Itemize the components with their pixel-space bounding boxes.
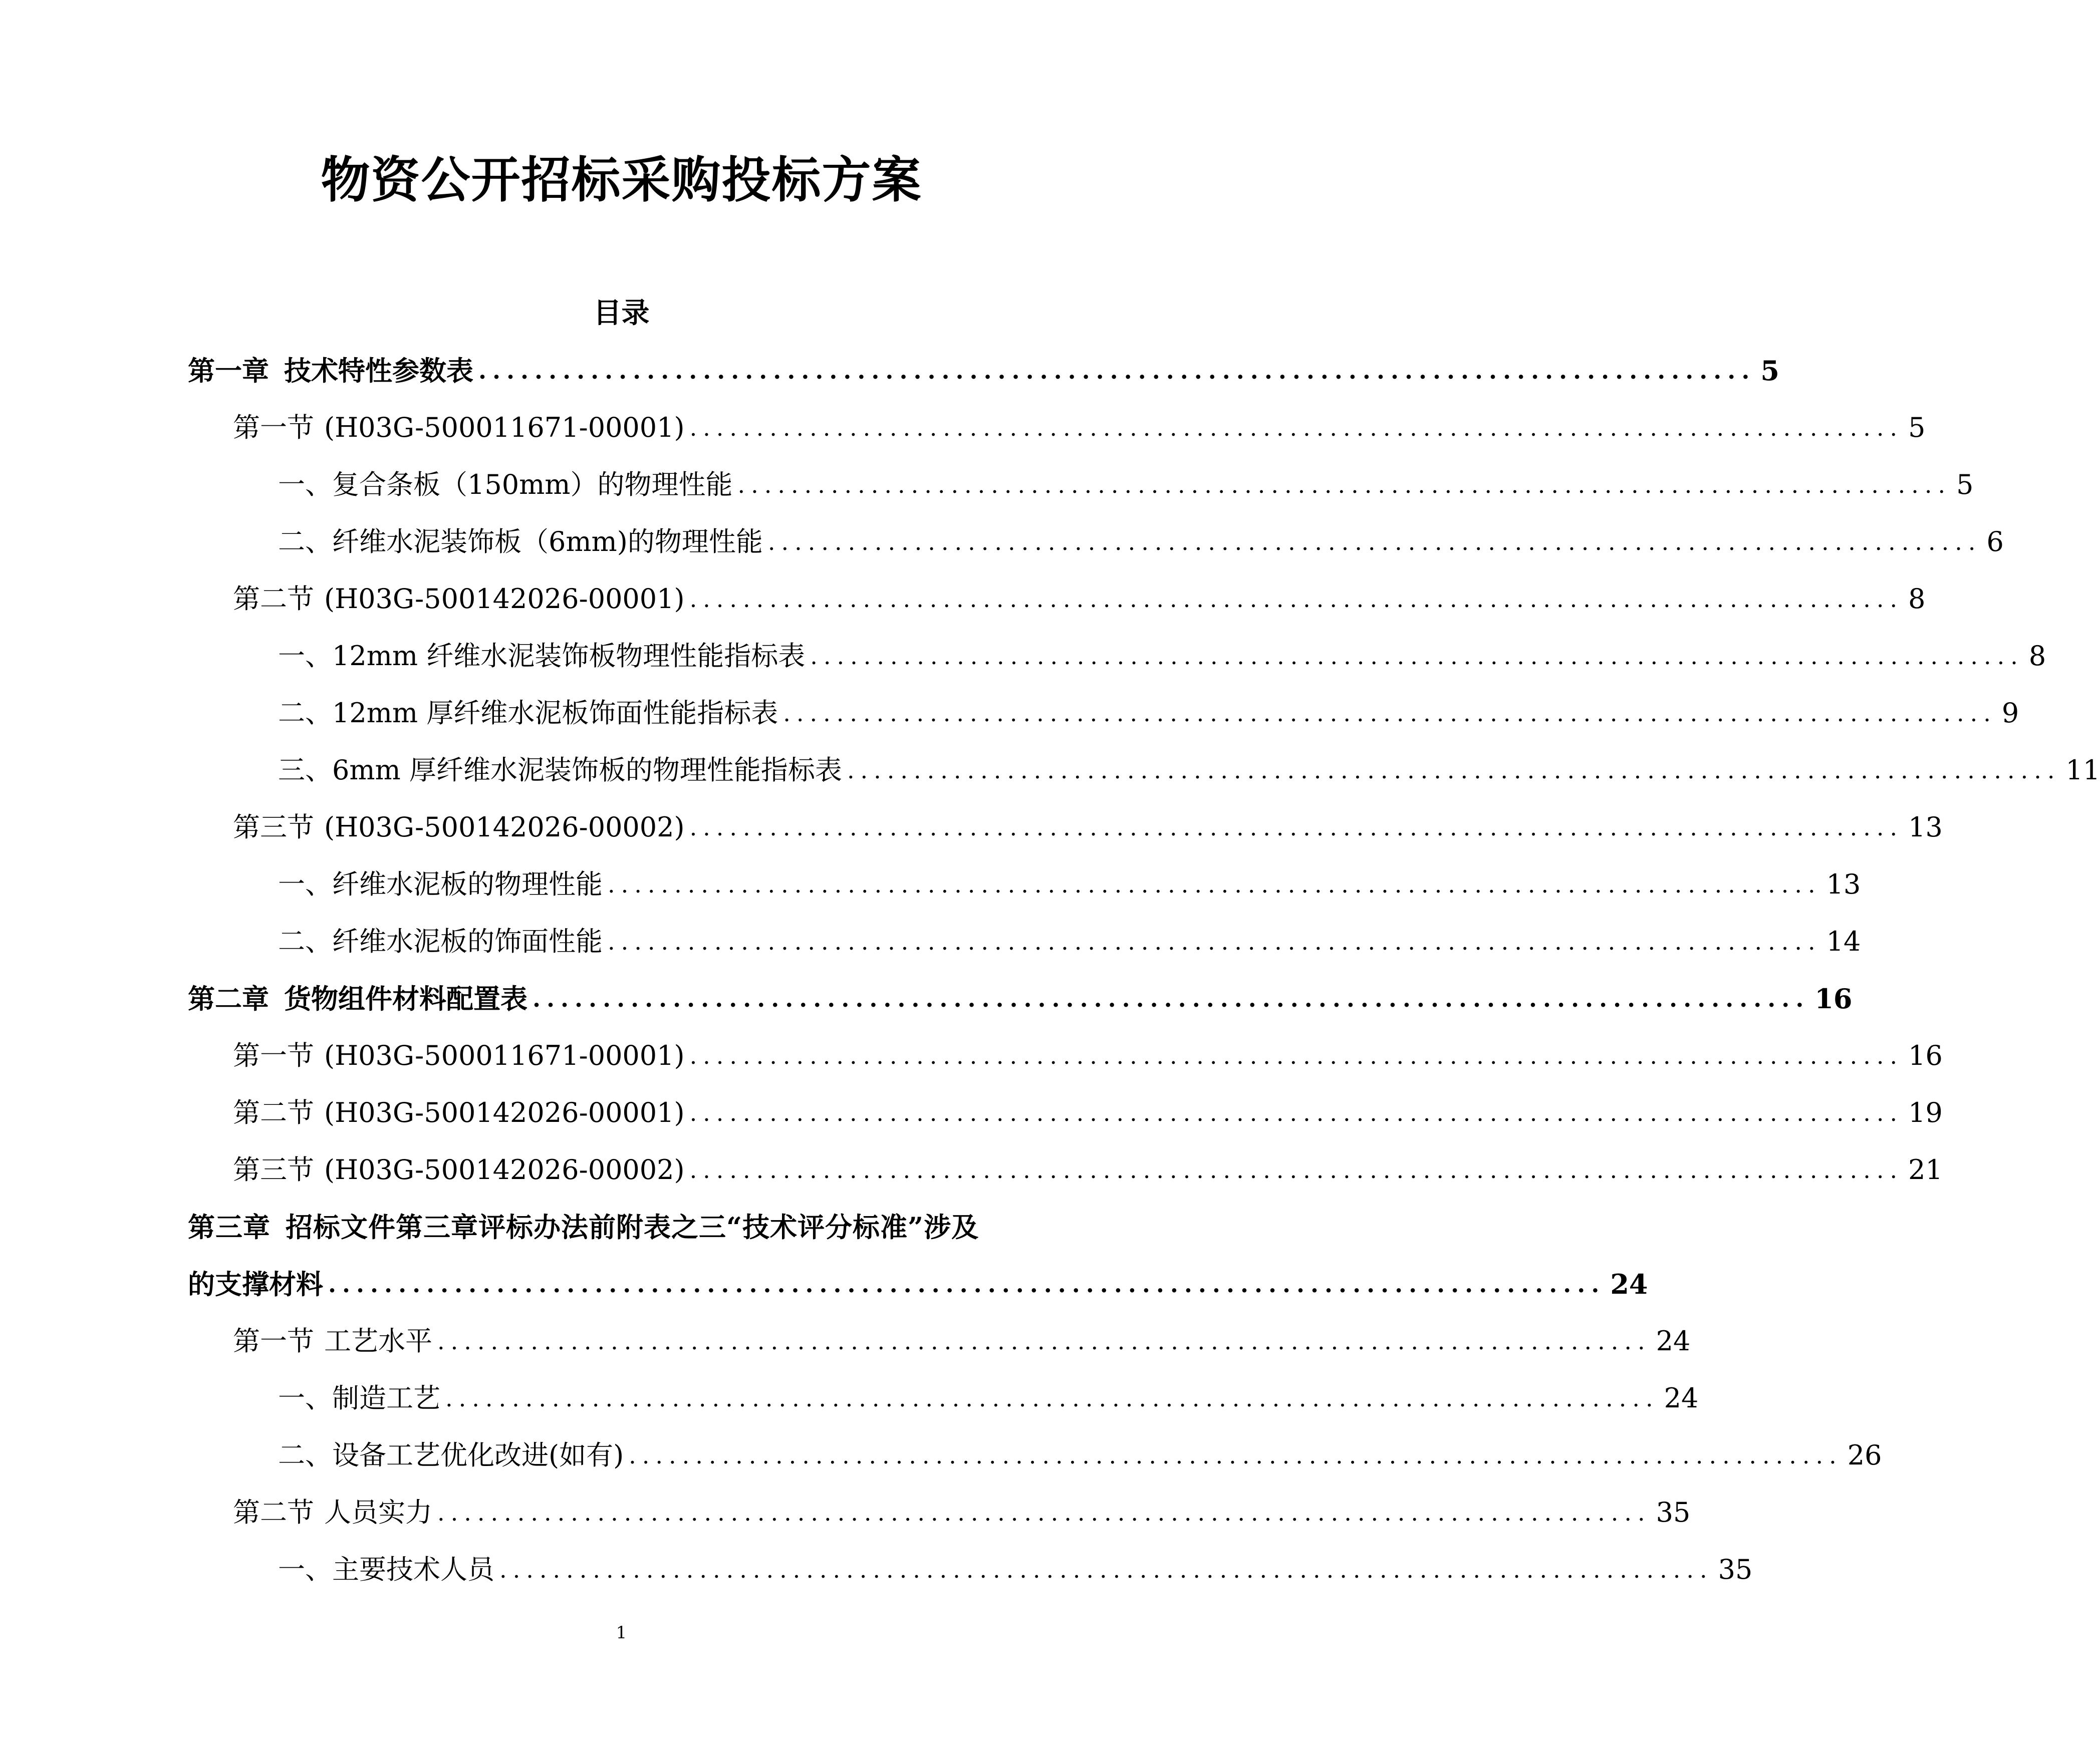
toc-label: 的支撑材料: [188, 1268, 323, 1300]
toc-entry-chapter-1[interactable]: [188, 351, 1779, 391]
toc-label: 技术特性参数表: [284, 355, 473, 387]
toc-number: 三、: [278, 754, 332, 786]
toc-label: (H03G-500011671-00001): [324, 1040, 685, 1071]
toc-number: 第二节: [233, 583, 314, 615]
toc-number: 第二节: [233, 1097, 314, 1128]
toc-leader: ...........................................................................................: [499, 1556, 1713, 1583]
toc-label: (H03G-500011671-00001): [324, 412, 685, 443]
toc-number: 二、: [278, 1439, 332, 1471]
page-number: 1: [616, 1623, 627, 1643]
toc-number: 一、: [278, 640, 332, 672]
toc-page-number: 11: [2065, 754, 2100, 786]
toc-number: 第二节: [233, 1497, 314, 1528]
document-title: 物资公开招标采购投标方案: [321, 151, 922, 209]
toc-label: 纤维水泥板的物理性能: [332, 868, 603, 900]
toc-leader: ...........................................................................................: [328, 1271, 1606, 1298]
toc-entry-section[interactable]: [188, 1093, 1943, 1133]
toc-page-number: 5: [1956, 469, 1974, 500]
toc-number: 第一节: [233, 1040, 314, 1071]
toc-leader: ...........................................................................................: [689, 1099, 1904, 1126]
toc-number: 第二章: [188, 983, 269, 1015]
toc-label: (H03G-500142026-00002): [324, 1154, 685, 1186]
toc-entry-subsection[interactable]: [188, 750, 2100, 790]
toc-label: 纤维水泥板的饰面性能: [332, 926, 603, 957]
toc-leader: ...........................................................................................: [478, 357, 1756, 384]
toc-entry-chapter-2[interactable]: [188, 979, 1853, 1019]
toc-number: 二、: [278, 926, 332, 957]
toc-leader: ...........................................................................................: [689, 814, 1904, 841]
toc-label: (H03G-500142026-00002): [324, 811, 685, 843]
toc-leader: ...........................................................................................: [608, 871, 1821, 898]
toc-page-number: 35: [1656, 1497, 1691, 1528]
toc-number: 第一章: [188, 355, 269, 387]
toc-label: 12mm 厚纤维水泥板饰面性能指标表: [332, 697, 778, 729]
toc-label: 6mm 厚纤维水泥装饰板的物理性能指标表: [332, 754, 842, 786]
toc-label: 复合条板（150mm）的物理性能: [332, 469, 733, 500]
toc-leader: ...........................................................................................: [689, 585, 1904, 613]
toc-page-number: 13: [1826, 868, 1861, 900]
toc-label: 主要技术人员: [332, 1554, 494, 1585]
toc-page-number: 16: [1908, 1040, 1943, 1071]
toc-label-line-1: 招标文件第三章评标办法前附表之三“技术评分标准”涉及: [286, 1211, 979, 1243]
toc-number: 第三章: [188, 1211, 271, 1243]
toc-entry-section[interactable]: [188, 807, 1943, 847]
toc-page-number: 26: [1847, 1439, 1882, 1471]
toc-leader: ...........................................................................................: [629, 1442, 1843, 1469]
toc-entry-section[interactable]: [188, 1493, 1691, 1533]
toc-leader: ...........................................................................................: [689, 1156, 1904, 1184]
toc-entry-section[interactable]: [188, 408, 1926, 448]
toc-entry-chapter-3-line-2[interactable]: [188, 1264, 1648, 1304]
toc-entry-subsection[interactable]: [188, 922, 1861, 962]
toc-entry-subsection[interactable]: [188, 465, 1974, 505]
toc-label: 货物组件材料配置表: [284, 983, 528, 1015]
toc-number: 二、: [278, 697, 332, 729]
toc-label: 纤维水泥装饰板（6mm)的物理性能: [332, 526, 763, 557]
toc-entry-section[interactable]: [188, 1036, 1943, 1076]
toc-leader: ...........................................................................................: [608, 928, 1821, 955]
toc-leader: ...........................................................................................: [437, 1499, 1651, 1526]
toc-number: 一、: [278, 868, 332, 900]
toc-entry-section[interactable]: [188, 579, 1926, 619]
toc-entry-subsection[interactable]: [188, 1378, 1699, 1418]
toc-leader: ...........................................................................................: [437, 1328, 1651, 1355]
toc-leader: ...........................................................................................: [445, 1385, 1659, 1412]
toc-page-number: 9: [2001, 697, 2019, 729]
toc-page-number: 24: [1664, 1382, 1699, 1414]
toc-page-number: 21: [1908, 1154, 1943, 1186]
toc-leader: ...........................................................................................: [689, 414, 1904, 441]
toc-label: 人员实力: [324, 1497, 432, 1528]
toc-entry-chapter-3-line-1[interactable]: [188, 1207, 1055, 1247]
toc-page-number: 35: [1718, 1554, 1753, 1585]
toc-leader: ...........................................................................................: [783, 700, 1997, 727]
toc-entry-subsection[interactable]: [188, 1550, 1753, 1590]
toc-entry-subsection[interactable]: [188, 693, 2019, 733]
toc-number: 第一节: [233, 1325, 314, 1357]
toc-entry-subsection[interactable]: [188, 1435, 1882, 1476]
toc-label: 设备工艺优化改进(如有): [332, 1439, 624, 1471]
toc-leader: ...........................................................................................: [847, 757, 2061, 784]
toc-number: 第三节: [233, 1154, 314, 1186]
toc-entry-subsection[interactable]: [188, 522, 2004, 562]
toc-entry-section[interactable]: [188, 1150, 1943, 1190]
toc-page-number: 16: [1814, 983, 1853, 1015]
toc-page-number: 14: [1826, 926, 1861, 957]
toc-label: (H03G-500142026-00001): [324, 1097, 685, 1128]
toc-page-number: 6: [1986, 526, 2004, 557]
toc-leader: ...........................................................................................: [533, 985, 1810, 1012]
toc-number: 一、: [278, 469, 332, 500]
toc-page-number: 5: [1760, 355, 1779, 387]
toc-entry-section[interactable]: [188, 1321, 1691, 1361]
toc-leader: ...........................................................................................: [737, 471, 1952, 498]
toc-label: 制造工艺: [332, 1382, 440, 1414]
toc-leader: ...........................................................................................: [689, 1042, 1904, 1069]
toc-number: 一、: [278, 1382, 332, 1414]
toc-entry-subsection[interactable]: [188, 864, 1861, 905]
toc-number: 第一节: [233, 412, 314, 443]
toc-number: 二、: [278, 526, 332, 557]
toc-label: (H03G-500142026-00001): [324, 583, 685, 615]
toc-page-number: 8: [1908, 583, 1926, 615]
toc-label: 12mm 纤维水泥装饰板物理性能指标表: [332, 640, 806, 672]
toc-page-number: 5: [1908, 412, 1926, 443]
toc-number: 第三节: [233, 811, 314, 843]
toc-leader: ...........................................................................................: [767, 528, 1982, 555]
toc-page-number: 24: [1656, 1325, 1691, 1357]
toc-page-number: 13: [1908, 811, 1943, 843]
toc-entry-subsection[interactable]: [188, 636, 2046, 676]
toc-label: 工艺水平: [324, 1325, 432, 1357]
toc-page-number: 19: [1908, 1097, 1943, 1128]
toc-page-number: 8: [2028, 640, 2046, 672]
toc-heading: 目录: [593, 297, 650, 330]
toc-page-number: 24: [1610, 1268, 1648, 1300]
toc-leader: ...........................................................................................: [810, 643, 2024, 670]
toc-number: 一、: [278, 1554, 332, 1585]
